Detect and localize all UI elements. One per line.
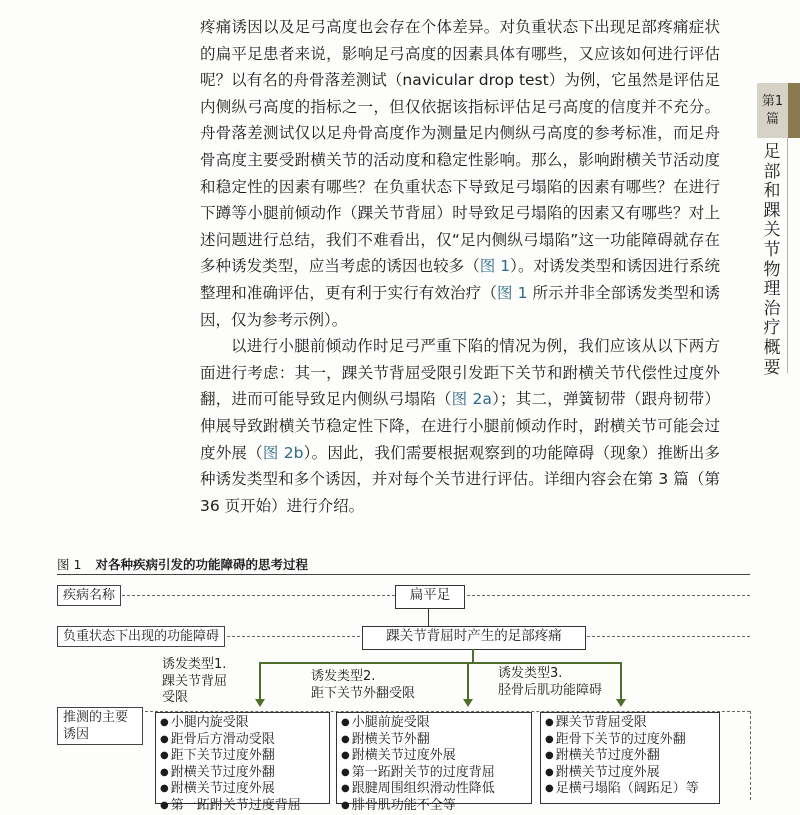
cause-box-3 xyxy=(540,712,720,804)
figure-caption xyxy=(57,555,308,573)
cause-item: ● 距骨下关节的过度外翻 xyxy=(545,732,715,749)
type-label-2: 诱发类型2. 距下关节外翻受限 xyxy=(311,669,416,701)
figure-top-rule xyxy=(57,574,750,575)
cause-item: ● 小腿前旋受限 xyxy=(341,715,527,732)
paragraph-1 xyxy=(200,14,720,333)
type-label-3: 诱发类型3. 胫骨后肌功能障碍 xyxy=(498,666,603,698)
text-run: ）。因此，我们需要根据观察到的功能障碍（现象）推断出多种诱发类型和多个诱因，并对每个关节进行评估。详细内容会在第 3 篇（第 36 页开始）进行介绍。 xyxy=(200,443,720,515)
connector-disease-dysfunction xyxy=(428,608,429,626)
arrow-type-2 xyxy=(463,699,473,707)
figure-reference: 图 2a xyxy=(451,390,492,409)
tree-drop-1 xyxy=(259,662,261,700)
tab-accent-bar xyxy=(788,83,800,138)
tab-part-header xyxy=(757,83,800,138)
text-run: 所示并非全部诱发类型和诱因，仅为参考示例）。 xyxy=(200,283,720,329)
cause-item: ● 距骨后方滑动受限 xyxy=(160,732,325,749)
text-run: ）。对诱发类型和诱因进行系统整理和准确评估，更有利于实行有效治疗（ xyxy=(200,257,720,302)
cause-box-1 xyxy=(155,712,330,813)
cause-item: ● 足横弓塌陷（阔跖足）等 xyxy=(545,781,715,798)
text-run: 以进行小腿前倾动作时足弓严重下陷的情况为例，我们应该从以下两方面进行考虑：其一，踝关节背屈受限引发距下关节和跗横关节代偿性过度外翻，进而可能导致足内侧纵弓塌陷（ xyxy=(200,337,720,409)
cause-item: ● 距下关节过度外翻 xyxy=(160,748,325,765)
cause-item: ● 腓骨肌功能不全等 xyxy=(341,798,527,815)
tab-divider xyxy=(787,138,788,373)
cause-item: ● 第一跖跗关节的过度背屈 xyxy=(341,765,527,782)
tree-drop-3 xyxy=(620,662,622,700)
cause-item: ● 跗横关节过度外翻 xyxy=(160,765,325,782)
chapter-side-tab xyxy=(757,83,800,378)
cause-item: ● 跟腱周围组织滑动性降低 xyxy=(341,781,527,798)
figure-reference: 图 2b xyxy=(262,443,304,462)
tree-branch xyxy=(259,662,622,664)
row-label-causes: 推测的主要诱因 xyxy=(57,707,143,745)
cause-list-2 xyxy=(341,715,527,815)
cause-item: ● 踝关节背屈受限 xyxy=(545,715,715,732)
cause-box-2 xyxy=(336,712,532,813)
figure-reference: 图 1 xyxy=(479,257,511,276)
cause-list-3 xyxy=(545,715,715,798)
row-label-disease: 疾病名称 xyxy=(57,585,121,606)
figure-number: 图 1 xyxy=(57,557,82,572)
paragraph-2 xyxy=(200,333,720,519)
figure-reference: 图 1 xyxy=(496,283,528,302)
cause-item: ● 跗横关节过度外展 xyxy=(160,781,325,798)
figure-caption-text: 对各种疾病引发的功能障碍的思考过程 xyxy=(95,557,308,572)
tab-part-label: 第1篇 xyxy=(761,93,784,127)
row-label-dysfunction: 负重状态下出现的功能障碍 xyxy=(57,626,225,647)
tree-drop-2 xyxy=(467,662,469,700)
cause-item: ● 跗横关节过度外展 xyxy=(545,765,715,782)
cause-item: ● 小腿内旋受限 xyxy=(160,715,325,732)
cause-item: ● 跗横关节外翻 xyxy=(341,732,527,749)
tab-part-title: 足部和踝关节物理治疗概要 xyxy=(763,142,781,378)
cause-list-1 xyxy=(160,715,325,815)
cause-item: ● 跗横关节过度外翻 xyxy=(545,748,715,765)
disease-node: 扁平足 xyxy=(395,585,465,609)
dysfunction-node: 踝关节背屈时产生的足部疼痛 xyxy=(362,626,586,650)
arrow-type-3 xyxy=(616,699,626,707)
text-run: 疼痛诱因以及足弓高度也会存在个体差异。对负重状态下出现足部疼痛症状的扁平足患者来说，影响足弓高度的因素具体有哪些，又应该如何进行评估呢？以有名的舟骨落差测试（navicular drop test）为例，它虽然是评估足内侧纵弓高度的指标之一，但仅依据该指标评估足弓高度的信度并不充分。舟骨落差测试仅以足舟骨高度作为测量足内侧纵弓高度的参考标准，而足舟骨高度主要受跗横关节的活动度和稳定性影响。那么，影响跗横关节活动度和稳定性的因素有哪些？在负重状态下导致足弓塌陷的因素有哪些？在进行下蹲等小腿前倾动作（踝关节背屈）时导致足弓塌陷的因素又有哪些？对上述问题进行总结，我们不难看出，仅“足内侧纵弓塌陷”这一功能障碍就存在多种诱发类型，应当考虑的诱因也较多（ xyxy=(200,18,720,276)
cause-item: ● 第一跖跗关节过度背屈 xyxy=(160,798,325,815)
type-label-1: 诱发类型1. 踝关节背屈 受限 xyxy=(162,657,228,705)
dashed-guide-right xyxy=(750,711,751,800)
tree-trunk xyxy=(472,649,474,663)
text-run: ）；其二，弹簧韧带（跟舟韧带）伸展导致跗横关节稳定性下降，在进行小腿前倾动作时，跗横关节可能会过度外展（ xyxy=(200,390,720,462)
body-text xyxy=(200,14,720,519)
arrow-type-1 xyxy=(255,699,265,707)
cause-item: ● 跗横关节过度外展 xyxy=(341,748,527,765)
